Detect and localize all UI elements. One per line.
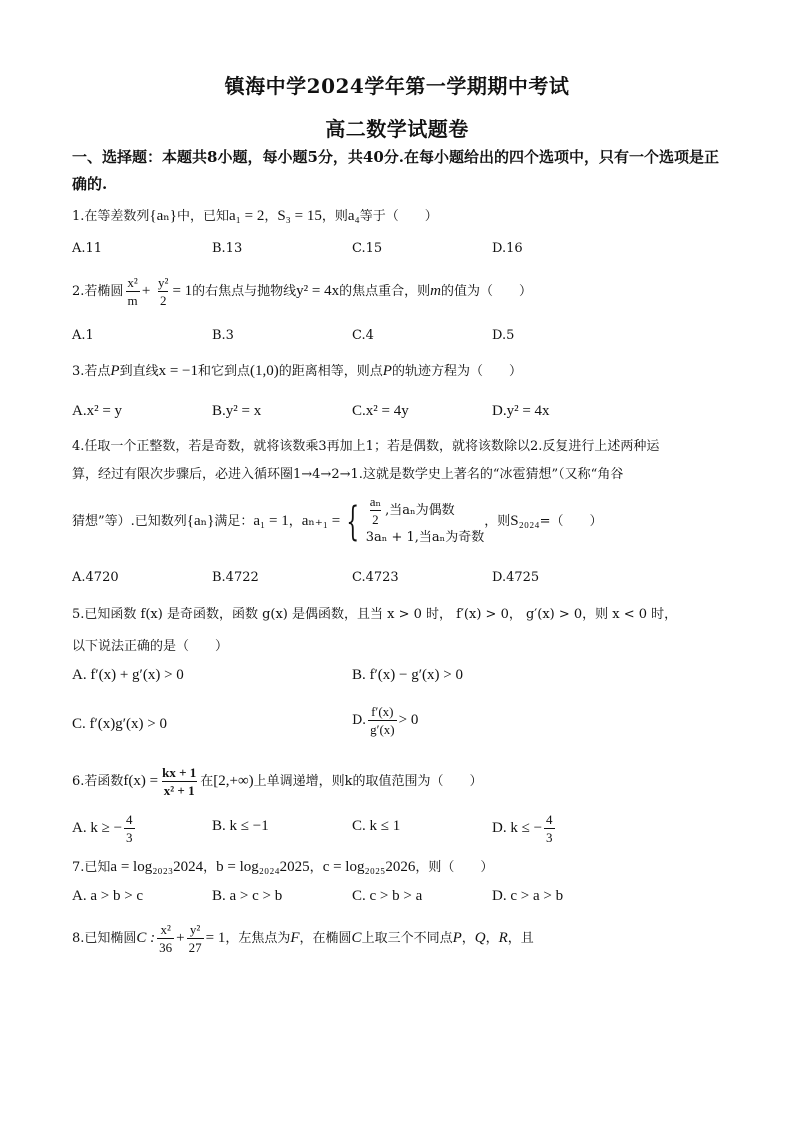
fraction: $\frac{\text{x²}}{m}$ [127,275,138,308]
q3-option-a: A.x² = y [72,403,123,419]
left-brace: { [346,498,360,545]
fraction: $\frac{\text{y²}}{2}$ [158,275,169,308]
q6-option-b: B. k ≤ −1 [212,818,269,834]
q7-option-b: B. a > c > b [212,888,283,904]
seq-an: {aₙ} [149,208,177,224]
question-4-line-2: 算，经过有限次步骤后，必进入循环圈1→4→2→1.这就是数学史上著名的“冰雹猜想”（又称“角谷 [72,467,624,482]
question-1: 1.在等差数列{aₙ}中，已知a₁ = 2，S₃ = 15，则a₄等于（ ） [72,208,438,224]
fraction: $\frac{f'(x)}{g'(x)}$ [370,704,395,737]
question-4-line-1: 4.任取一个正整数，若是奇数，就将该数乘3再加上1；若是偶数，就将该数除以2.反复进行上述两种运 [72,439,660,454]
q5-option-d: D. $\frac{f'(x)}{g'(x)}$ > 0 [352,704,419,737]
q7-option-c: C. c > b > a [352,888,423,904]
q2-option-c: C.4 [352,328,374,343]
q6-option-d: D. k ≤ − $\frac{4}{3}$ [492,812,553,845]
q2-option-b: B.3 [212,328,234,343]
question-5-line-1: 5.已知函数 f(x) 是奇函数，函数 g(x) 是偶函数，且当 x > 0 时， f′(x) > 0， g′(x) > 0，则 x < 0 时， [72,607,678,622]
q6-option-c: C. k ≤ 1 [352,818,401,834]
fraction: $\frac{4}{3}$ [126,812,133,845]
q4-option-c: C.4723 [352,570,399,585]
q2-option-d: D.5 [492,328,515,343]
q4-option-b: B.4722 [212,570,259,585]
question-6: 6.若函数f(x) = $\frac{kx + 1}{\text{x² + 1}}$ 在[2,+∞)上单调递增，则k的取值范围为（ ） [72,765,483,798]
question-8: 8.已知椭圆C : $\frac{\text{x²}}{36}$ + $\frac{\text{y²}}{27}$ = 1，左焦点为F，在椭圆C上取三个不同点P，Q，R，且 [72,922,534,955]
q5-option-c: C. f′(x)g′(x) > 0 [72,716,168,732]
q4-option-d: D.4725 [492,570,540,585]
q1-option-c: C.15 [352,241,383,256]
q5-option-a: A. f′(x) + g′(x) > 0 [72,667,184,683]
question-3: 3.若点P到直线x = −1和它到点(1,0)的距离相等，则点P的轨迹方程为（ ） [72,363,522,379]
q1-option-a: A.11 [72,241,103,256]
question-7: 7.已知a = log₂₀₂₃2024，b = log₂₀₂₄2025，c = log₂₀₂₅2026，则（ ） [72,859,494,875]
q1-option-d: D.16 [492,241,523,256]
exam-title: 镇海中学2024学年第一学期期中考试 [224,74,570,98]
section-heading: 一、选择题：本题共8小题，每小题5分，共40分.在每小题给出的四个选项中，只有一个选项是正确的. [72,148,719,193]
q4-option-a: A.4720 [72,570,119,585]
q7-option-a: A. a > b > c [72,888,144,904]
fraction: $\frac{\text{aₙ}}{2}$ [369,494,382,527]
piecewise-cases: $\frac{\text{aₙ}}{2}$ ,当aₙ为偶数 3aₙ + 1,当aₙ为奇数 [365,494,485,545]
q1-option-b: B.13 [212,241,243,256]
q5-option-b: B. f′(x) − g′(x) > 0 [352,667,463,683]
fraction: $\frac{4}{3}$ [546,812,553,845]
fraction: $\frac{\text{y²}}{27}$ [188,922,202,955]
q7-option-d: D. c > a > b [492,888,564,904]
question-2: 2.若椭圆 $\frac{\text{x²}}{m}$ + $\frac{\text{y²}}{2}$ = 1的右焦点与抛物线y² = 4x的焦点重合，则m的值为（ ） [72,275,533,308]
q3-option-c: C.x² = 4y [352,403,409,419]
exam-subtitle: 高二数学试题卷 [325,117,469,141]
fraction: $\frac{\text{x²}}{36}$ [159,922,173,955]
q6-option-a: A. k ≥ − $\frac{4}{3}$ [72,812,133,845]
q2-option-a: A.1 [72,328,94,343]
q3-option-b: B.y² = x [212,403,262,419]
q3-option-d: D.y² = 4x [492,403,550,419]
question-4-line-3: 猜想”等）.已知数列{aₙ}满足：a₁ = 1，aₙ₊₁ = { $\frac{\text{aₙ}}{2}$ ,当aₙ为偶数 3aₙ + 1,当aₙ为奇数 ，则S₂₀₂₄=（ ） [72,494,602,549]
fraction: $\frac{kx + 1}{\text{x² + 1}}$ [162,765,197,798]
question-5-line-2: 以下说法正确的是（ ） [72,639,229,654]
